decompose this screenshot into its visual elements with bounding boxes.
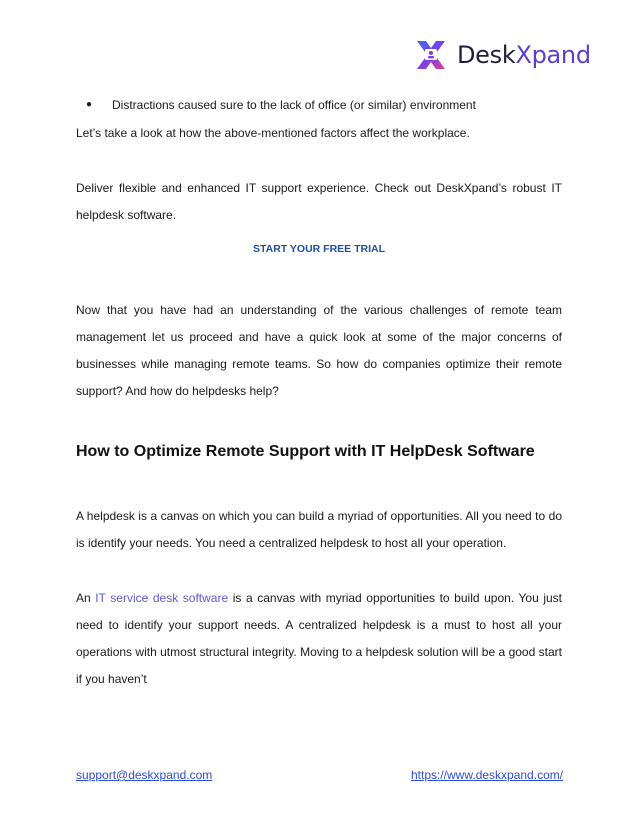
paragraph-challenges: Now that you have had an understanding of the various challenges of remote team management let us proceed and have a quick look at some of the major concerns of businesses while managing remote teams. So how do companies optimize their remote support? And how do helpdesks help? — [76, 303, 562, 398]
para5-text-before: An — [76, 591, 96, 605]
logo-wordmark: DeskXpand — [457, 41, 591, 69]
section-heading: How to Optimize Remote Support with IT HelpDesk Software — [76, 443, 535, 460]
bullet-list-item — [86, 94, 476, 116]
paragraph-intro: Let’s take a look at how the above-mentioned factors affect the workplace. — [76, 126, 470, 140]
footer-website-link[interactable]: https://www.deskxpand.com/ — [411, 768, 564, 782]
it-service-desk-software-link[interactable]: IT service desk software — [95, 591, 229, 605]
paragraph-cta-lead: Deliver flexible and enhanced IT support experience. Check out DeskXpand’s robust IT helpdesk software. — [76, 181, 562, 222]
bullet-text: Distractions caused sure to the lack of office (or similar) environment — [112, 98, 476, 112]
paragraph-it-service-desk — [76, 585, 562, 693]
deskxpand-logo-icon — [412, 36, 450, 74]
bullet-dot-icon: ● — [86, 99, 93, 110]
deskxpand-logo — [412, 36, 591, 74]
para5-text-after: is a canvas with myriad opportunities to build upon. You just need to identify your support needs. A centralized helpdesk is a must to host all your operations with utmost structural integrity. Moving to a helpdesk solution will be a good start if you haven’t — [76, 591, 562, 686]
paragraph-helpdesk-canvas: A helpdesk is a canvas on which you can build a myriad of opportunities. All you need to do is identify your needs. You need a centralized helpdesk to host all your operation. — [76, 509, 562, 550]
start-free-trial-link[interactable]: START YOUR FREE TRIAL — [252, 243, 386, 255]
footer-email-link[interactable]: support@deskxpand.com — [76, 768, 213, 782]
